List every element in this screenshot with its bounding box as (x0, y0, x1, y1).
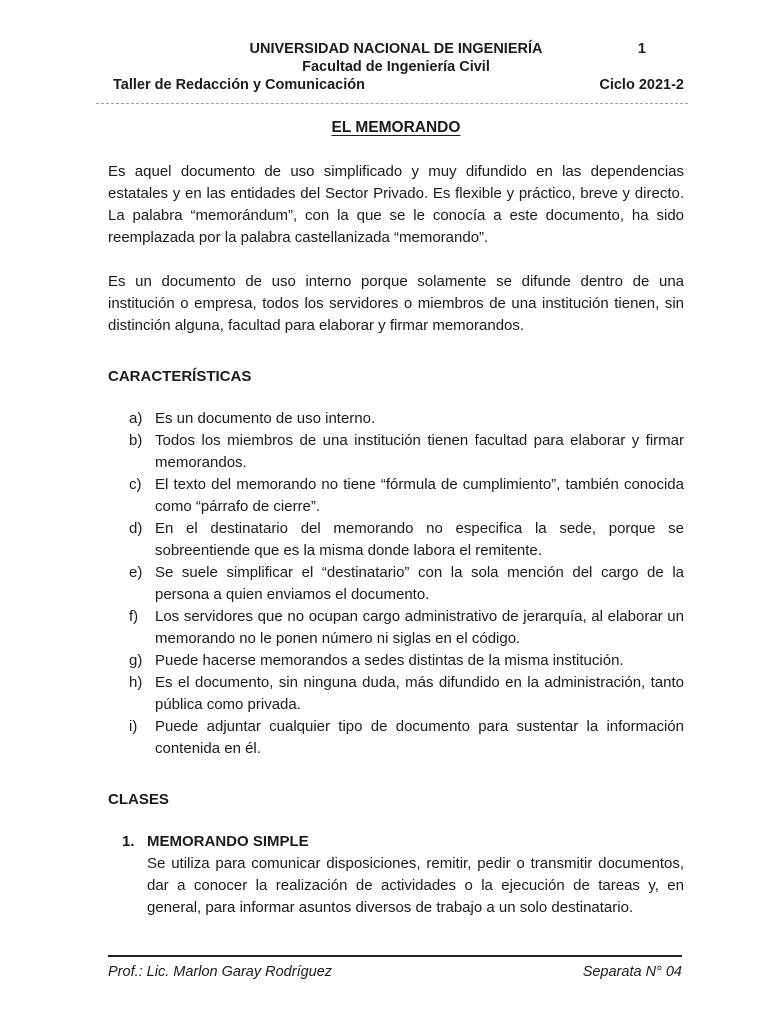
class-item-title: MEMORANDO SIMPLE (147, 833, 309, 850)
list-item-marker: g) (129, 652, 143, 669)
university-name: UNIVERSIDAD NACIONAL DE INGENIERÍA (249, 41, 543, 57)
document-footer (108, 955, 682, 982)
cycle-label: Ciclo 2021-2 (599, 77, 684, 93)
list-item (129, 606, 684, 650)
list-item-marker: a) (129, 410, 143, 427)
list-item-text: El texto del memorando no tiene “fórmula de cumplimiento”, también conocida como “párrafo de cierre”. (155, 476, 684, 515)
class-item-content (147, 831, 684, 919)
list-item-text: Puede hacerse memorandos a sedes distintas de la misma institución. (155, 652, 624, 669)
list-item-marker: b) (129, 432, 143, 449)
class-item (122, 831, 684, 919)
list-item-text: Todos los miembros de una institución tienen facultad para elaborar y firmar memorandos. (155, 432, 684, 471)
list-item (129, 716, 684, 760)
list-item-text: Se suele simplificar el “destinatario” con la sola mención del cargo de la persona a quien enviamos el documento. (155, 564, 684, 603)
page-number: 1 (637, 41, 646, 57)
intro-paragraph-2: Es un documento de uso interno porque solamente se difunde dentro de una institución o empresa, todos los servidores o miembros de una institución tienen, sin distinción alguna, facultad para elaborar y firmar memorandos. (108, 273, 684, 334)
classes-heading: CLASES (108, 791, 169, 808)
list-item (129, 408, 684, 430)
course-row (108, 76, 684, 94)
characteristics-list (129, 408, 684, 760)
header-separator-line (96, 103, 688, 104)
class-item-number: 1. (122, 833, 135, 850)
list-item-text: Los servidores que no ocupan cargo administrativo de jerarquía, al elaborar un memorando no le ponen número ni siglas en el código. (155, 608, 684, 647)
list-item (129, 650, 684, 672)
list-item-marker: e) (129, 564, 143, 581)
footer-issue-number: Separata N° 04 (582, 964, 682, 980)
list-item (129, 672, 684, 716)
list-item (129, 430, 684, 474)
list-item-marker: h) (129, 674, 143, 691)
document-title: EL MEMORANDO (331, 119, 461, 136)
characteristics-heading: CARACTERÍSTICAS (108, 368, 252, 385)
list-item (129, 518, 684, 562)
list-item-text: Es el documento, sin ninguna duda, más difundido en la administración, tanto pública como privada. (155, 674, 684, 713)
intro-paragraph-1: Es aquel documento de uso simplificado y muy difundido en las dependencias estatales y en las entidades del Sector Privado. Es flexible y práctico, breve y directo. La palabra “memorándum”, con la que se le conocía a este documento, ha sido reemplazada por la palabra castellanizada “memorando”. (108, 163, 684, 246)
list-item-marker: c) (129, 476, 142, 493)
list-item-marker: d) (129, 520, 143, 537)
course-name: Taller de Redacción y Comunicación (113, 77, 365, 93)
list-item-marker: i) (129, 718, 138, 735)
class-item-body: Se utiliza para comunicar disposiciones, remitir, pedir o transmitir documentos, dar a conocer la realización de actividades o la ejecución de tareas y, en general, para informar asuntos diversos de trabajo a un solo destinatario. (147, 855, 684, 916)
footer-author: Prof.: Lic. Marlon Garay Rodríguez (108, 964, 333, 980)
list-item (129, 474, 684, 518)
list-item-text: En el destinatario del memorando no especifica la sede, porque se sobreentiende que es la misma donde labora el remitente. (155, 520, 684, 559)
faculty-name: Facultad de Ingeniería Civil (302, 59, 490, 75)
list-item (129, 562, 684, 606)
document-header (108, 40, 684, 104)
list-item-text: Es un documento de uso interno. (155, 410, 376, 427)
list-item-marker: f) (129, 608, 139, 625)
list-item-text: Puede adjuntar cualquier tipo de documento para sustentar la información contenida en él. (155, 718, 684, 757)
